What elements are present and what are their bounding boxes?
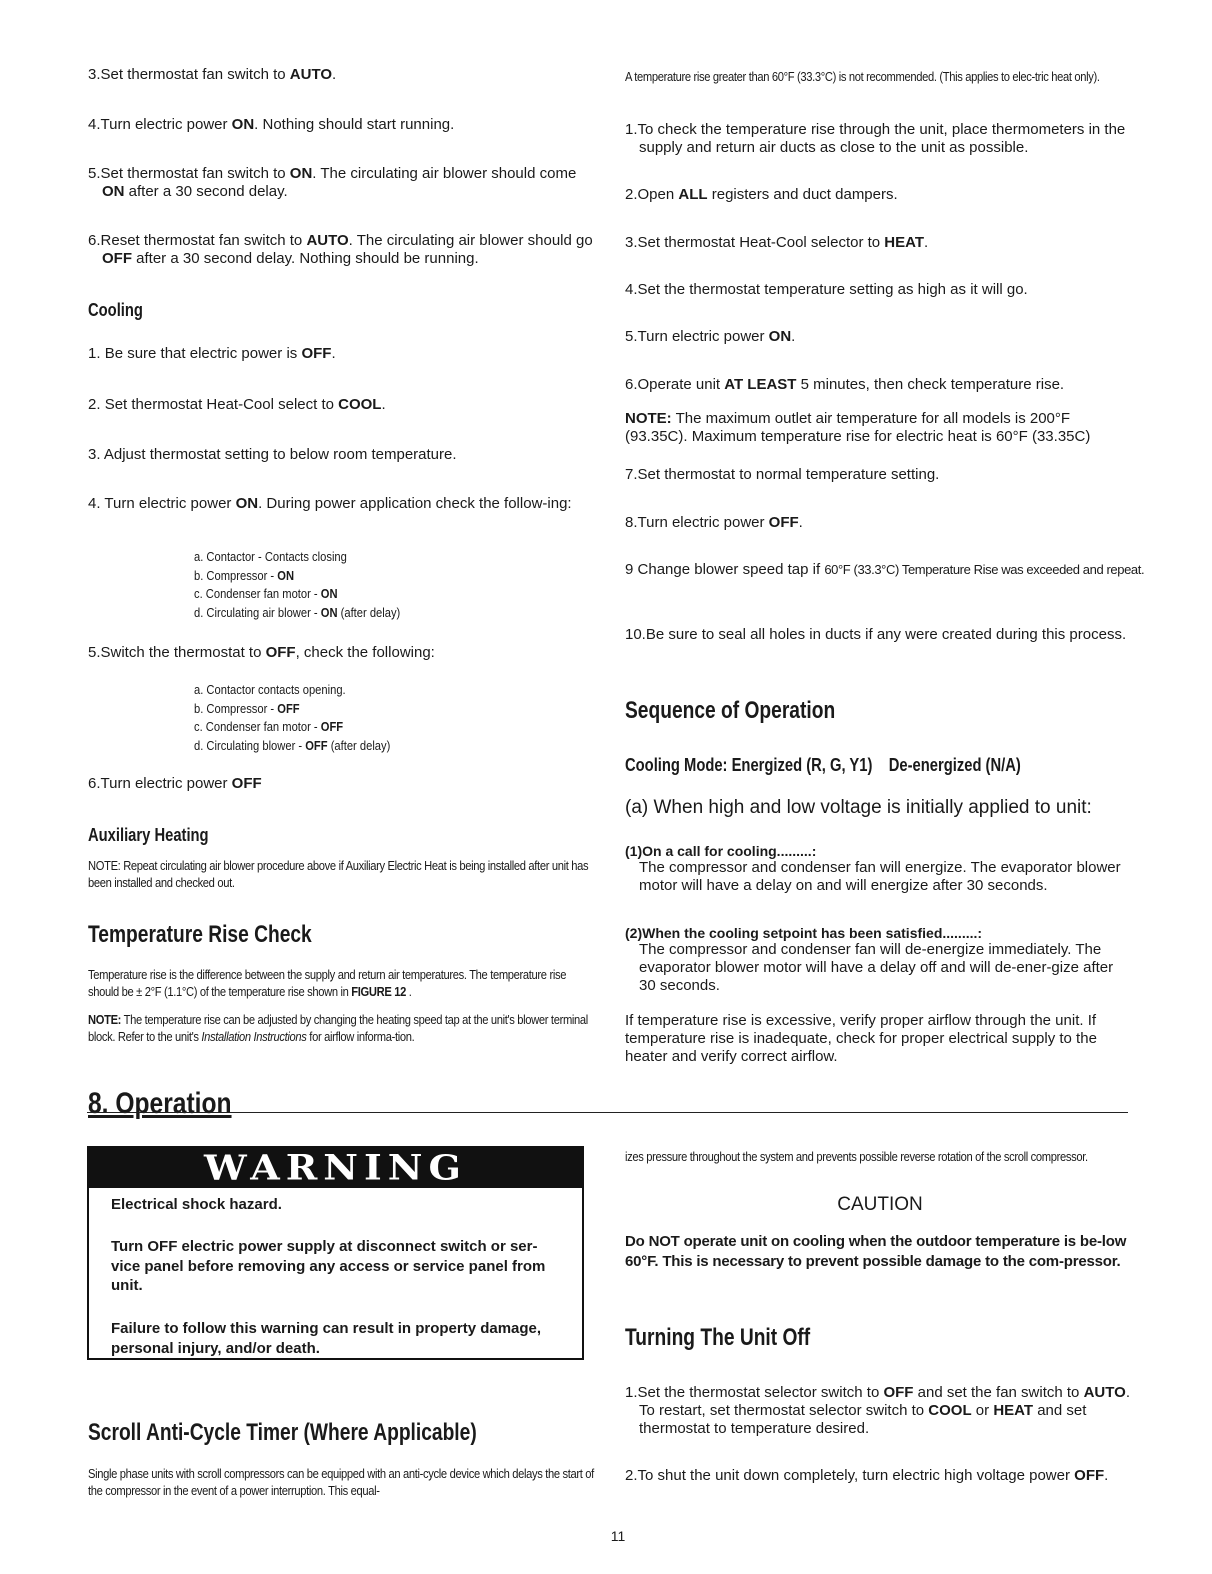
cooling-heading: Cooling: [88, 300, 143, 320]
warning-line-1: Electrical shock hazard.: [111, 1196, 282, 1213]
right-step-2: 2.Open ALL registers and duct dampers.: [625, 186, 898, 203]
left-step-5: 5.Set thermostat fan switch to ON. The circulating air blower should come ON after a 30 second delay.: [88, 165, 577, 200]
right-step-9: 9 Change blower speed tap if 60°F (33.3°C) Temperature Rise was exceeded and repeat.: [625, 561, 1145, 578]
temp-rise-heading: Temperature Rise Check: [88, 921, 312, 948]
right-step-4: 4.Set the thermostat temperature setting as high as it will go.: [625, 281, 1028, 298]
list-item: c. Condenser fan motor - ON: [194, 586, 338, 601]
airflow-paragraph: If temperature rise is excessive, verify proper airflow through the unit. If temperature rise is inadequate, check for proper electrical supply to the heater and verify correct airflow.: [625, 1012, 1097, 1065]
cooling-step-3: 3. Adjust thermostat setting to below room temperature.: [88, 446, 457, 463]
left-step-3: 3.Set thermostat fan switch to AUTO.: [88, 66, 337, 83]
right-step-1: 1.To check the temperature rise through the unit, place thermometers in the supply and return air ducts as close to the unit as possible.: [625, 121, 1126, 156]
scroll-timer-text: Single phase units with scroll compressors can be equipped with an anti-cycle device which delays the start of the compressor in the event of a power interruption. This equal-: [88, 1466, 594, 1498]
list-item: c. Condenser fan motor - OFF: [194, 719, 344, 734]
warning-line-3: Failure to follow this warning can result in property damage, personal injury, and/or death.: [111, 1320, 542, 1357]
turn-off-step-1: 1.Set the thermostat selector switch to OFF and set the fan switch to AUTO. To restart, set thermostat selector switch to COOL or HEAT and set thermostat to temperature desired.: [625, 1384, 1130, 1437]
temp-rise-warning-intro: A temperature rise greater than 60°F (33.3°C) is not recommended. (This applies to elec-tric heat only).: [625, 69, 1100, 84]
turn-off-step-2: 2.To shut the unit down completely, turn electric high voltage power OFF.: [625, 1467, 1109, 1484]
aux-heating-note: NOTE: Repeat circulating air blower procedure above if Auxiliary Electric Heat is being installed after unit has been installed and checked out.: [88, 858, 589, 890]
list-item: d. Circulating air blower - ON (after delay): [194, 604, 401, 620]
cooling-step-4: 4. Turn electric power ON. During power application check the follow-ing:: [88, 495, 572, 512]
call-for-cooling-text: The compressor and condenser fan will energize. The evaporator blower motor will have a delay on and will energize after 30 seconds.: [639, 859, 1121, 894]
scroll-timer-heading: Scroll Anti-Cycle Timer (Where Applicable): [88, 1419, 477, 1446]
cooling-check-on-list: [194, 548, 504, 622]
section-rule: [87, 1112, 1128, 1113]
right-step-5: 5.Turn electric power ON.: [625, 328, 796, 345]
list-item: b. Compressor - ON: [194, 567, 295, 583]
caution-text: Do NOT operate unit on cooling when the outdoor temperature is be-low 60°F. This is necessary to prevent possible damage to the com-pressor.: [625, 1233, 1127, 1270]
cooling-step-5: 5.Switch the thermostat to OFF, check the following:: [88, 644, 435, 661]
right-step-10: 10.Be sure to seal all holes in ducts if any were created during this process.: [625, 626, 1127, 643]
right-step-6: 6.Operate unit AT LEAST 5 minutes, then check temperature rise.: [625, 376, 1065, 393]
call-for-cooling-heading: (1)On a call for cooling.........:: [625, 843, 817, 859]
aux-heating-heading: Auxiliary Heating: [88, 825, 209, 845]
right-step-7: 7.Set thermostat to normal temperature setting.: [625, 466, 940, 483]
setpoint-satisfied-text: The compressor and condenser fan will de-energize immediately. The evaporator blower motor will have a delay off and will de-ener-gize after 30 seconds.: [639, 941, 1114, 994]
sequence-intro: (a) When high and low voltage is initially applied to unit:: [625, 797, 1092, 818]
left-step-4: 4.Turn electric power ON. Nothing should start running.: [88, 116, 455, 133]
warning-line-2: Turn OFF electric power supply at disconnect switch or ser-vice panel before removing any access or service panel from unit.: [111, 1238, 546, 1294]
cooling-step-1: 1. Be sure that electric power is OFF.: [88, 345, 336, 362]
right-step-3: 3.Set thermostat Heat-Cool selector to HEAT.: [625, 234, 929, 251]
list-item: a. Contactor contacts opening.: [194, 682, 346, 697]
page-number: 11: [610, 1528, 626, 1544]
temp-rise-paragraph: Temperature rise is the difference between the supply and return air temperatures. The temperature rise should be ± 2°F (1.1°C) of the temperature rise shown in FIGURE 12 .: [88, 967, 567, 999]
scroll-timer-text-cont: izes pressure throughout the system and prevents possible reverse rotation of the scroll compressor.: [625, 1149, 1088, 1164]
left-step-6: 6.Reset thermostat fan switch to AUTO. The circulating air blower should go OFF after a 30 second delay. Nothing should be running.: [88, 232, 593, 267]
warning-box: [87, 1146, 584, 1360]
list-item: a. Contactor - Contacts closing: [194, 549, 347, 564]
setpoint-satisfied-heading: (2)When the cooling setpoint has been satisfied.........:: [625, 925, 983, 941]
sequence-heading: Sequence of Operation: [625, 697, 836, 724]
temp-rise-note: NOTE: The temperature rise can be adjusted by changing the heating speed tap at the unit's blower terminal block. Refer to the unit's Installation Instructions for airflow informa-tion.: [88, 1012, 588, 1044]
list-item: d. Circulating blower - OFF (after delay): [194, 737, 391, 753]
right-step-8: 8.Turn electric power OFF.: [625, 514, 803, 531]
operation-heading: 8. Operation: [88, 1087, 232, 1120]
turning-unit-off-heading: Turning The Unit Off: [625, 1324, 811, 1351]
right-max-temp-note: NOTE: The maximum outlet air temperature for all models is 200°F (93.35C). Maximum temperature rise for electric heat is 60°F (33.35C): [625, 410, 1091, 445]
warning-banner: WARNING: [89, 1148, 582, 1188]
cooling-mode-heading: Cooling Mode: Energized (R, G, Y1) De-energized (N/A): [625, 755, 1021, 775]
caution-heading: CAUTION: [837, 1194, 923, 1215]
cooling-step-2: 2. Set thermostat Heat-Cool select to COOL.: [88, 396, 386, 413]
cooling-check-off-list: [194, 681, 504, 755]
cooling-step-6: 6.Turn electric power OFF: [88, 775, 262, 792]
list-item: b. Compressor - OFF: [194, 700, 300, 716]
